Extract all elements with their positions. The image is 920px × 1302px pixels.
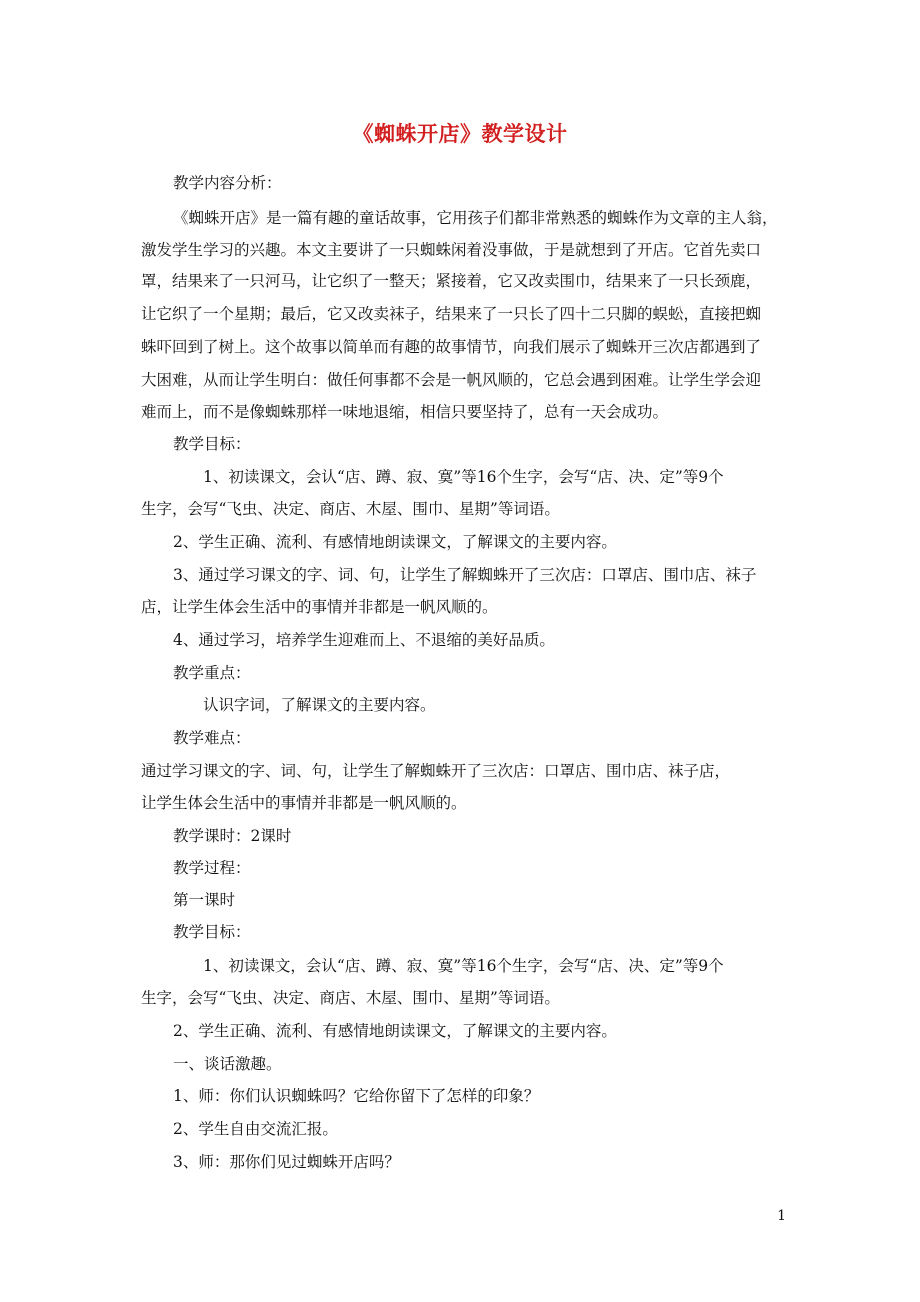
page-number: 1 bbox=[777, 1208, 786, 1224]
document-title: 《蜘蛛开店》教学设计 bbox=[352, 122, 568, 146]
section-heading: 一、谈话激趣。 bbox=[173, 1055, 282, 1073]
list-item: 3、师：那你们见过蜘蛛开店吗？ bbox=[173, 1153, 400, 1171]
list-item: 3、通过学习课文的字、词、句，让学生了解蜘蛛开了三次店：口罩店、围巾店、袜子 bbox=[173, 566, 757, 584]
list-item-continuation: 生字，会写“飞虫、决定、商店、木屋、围巾、星期”等词语。 bbox=[141, 500, 560, 518]
heading-key-points: 教学重点： bbox=[173, 664, 251, 682]
list-item: 1、初读课文，会认“店、蹲、寂、寞”等16个生字，会写“店、决、定”等9个 bbox=[203, 957, 724, 975]
list-item: 2、学生正确、流利、有感情地朗读课文，了解课文的主要内容。 bbox=[173, 1022, 617, 1040]
heading-class-hours: 教学课时：2课时 bbox=[173, 827, 292, 845]
paragraph-line: 《蜘蛛开店》是一篇有趣的童话故事，它用孩子们都非常熟悉的蜘蛛作为文章的主人翁， bbox=[173, 209, 778, 227]
list-item: 1、师：你们认识蜘蛛吗？它给你留下了怎样的印象？ bbox=[173, 1087, 540, 1105]
list-item: 1、初读课文，会认“店、蹲、寂、寞”等16个生字，会写“店、决、定”等9个 bbox=[203, 468, 724, 486]
paragraph-line: 罩，结果来了一只河马，让它织了一整天；紧接着，它又改卖围巾，结果来了一只长颈鹿， bbox=[141, 272, 762, 290]
heading-objectives: 教学目标： bbox=[173, 435, 251, 453]
list-item-continuation: 店，让学生体会生活中的事情并非都是一帆风顺的。 bbox=[141, 598, 498, 616]
paragraph-line: 让它织了一个星期；最后，它又改卖袜子，结果来了一只长了四十二只脚的蜈蚣，直接把蜘 bbox=[141, 305, 762, 323]
heading-process: 教学过程： bbox=[173, 859, 251, 877]
list-item-continuation: 生字，会写“飞虫、决定、商店、木屋、围巾、星期”等词语。 bbox=[141, 989, 560, 1007]
list-item: 2、学生正确、流利、有感情地朗读课文，了解课文的主要内容。 bbox=[173, 533, 617, 551]
paragraph-line: 认识字词，了解课文的主要内容。 bbox=[203, 696, 436, 714]
heading-first-lesson: 第一课时 bbox=[173, 891, 236, 909]
heading-difficulties: 教学难点： bbox=[173, 729, 251, 747]
list-item: 2、学生自由交流汇报。 bbox=[173, 1120, 338, 1138]
heading-objectives: 教学目标： bbox=[173, 923, 251, 941]
paragraph-line: 让学生体会生活中的事情并非都是一帆风顺的。 bbox=[141, 794, 467, 812]
paragraph-line: 蛛吓回到了树上。这个故事以简单而有趣的故事情节，向我们展示了蜘蛛开三次店都遇到了 bbox=[141, 338, 762, 356]
paragraph-line: 难而上，而不是像蜘蛛那样一味地退缩，相信只要坚持了，总有一天会成功。 bbox=[141, 403, 669, 421]
list-item: 4、通过学习，培养学生迎难而上、不退缩的美好品质。 bbox=[173, 631, 555, 649]
paragraph-line: 通过学习课文的字、词、句，让学生了解蜘蛛开了三次店：口罩店、围巾店、袜子店， bbox=[141, 762, 731, 780]
paragraph-line: 大困难，从而让学生明白：做任何事都不会是一帆风顺的，它总会遇到困难。让学生学会迎 bbox=[141, 371, 762, 389]
heading-content-analysis: 教学内容分析： bbox=[173, 174, 282, 192]
paragraph-line: 激发学生学习的兴趣。本文主要讲了一只蜘蛛闲着没事做，于是就想到了开店。它首先卖口 bbox=[141, 241, 762, 259]
